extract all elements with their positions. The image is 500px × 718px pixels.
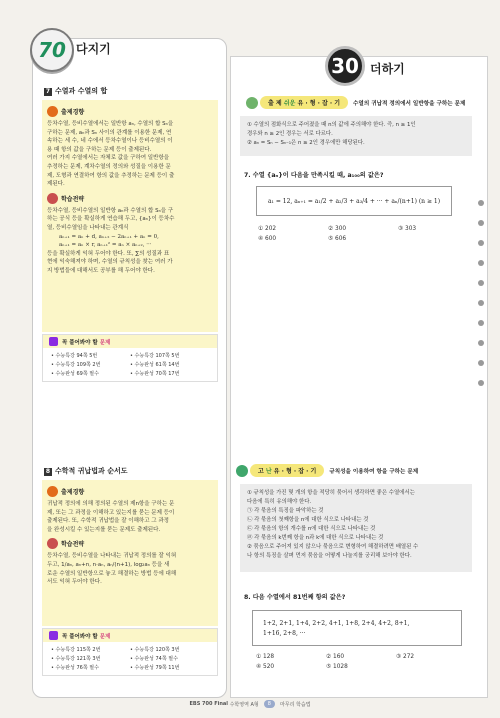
footer xyxy=(0,690,500,718)
choice-4[interactable]: ④ 600 xyxy=(258,236,277,242)
badge-70 xyxy=(30,28,74,72)
choice-2[interactable]: ② 160 xyxy=(326,654,345,660)
sequence-line-2: 1+16, 2+8, ··· xyxy=(263,629,306,637)
left-title: 다지기 xyxy=(76,42,111,56)
footer-brand: EBS 700 Final xyxy=(189,701,228,707)
ref-item: • 수능특강 120쪽 3번 xyxy=(130,647,180,653)
binder-holes xyxy=(478,200,486,520)
type-pill-2: 고 난 유 · 형 · 잡 · 기 xyxy=(250,464,324,477)
type-bar-1 xyxy=(246,96,465,109)
strategy-title-1: 학습전략 xyxy=(61,195,85,203)
ref-item: • 수능완성 74쪽 필수 xyxy=(130,656,178,662)
must-solve-list-2 xyxy=(43,642,217,675)
question-7-choices xyxy=(258,226,458,242)
type-desc-1: 수열의 귀납적 정의에서 일반항을 구하는 문제 xyxy=(353,100,466,107)
section-1-box xyxy=(42,100,218,332)
ref-item: • 수능완성 79쪽 11번 xyxy=(130,665,180,671)
choice-4[interactable]: ④ 520 xyxy=(256,664,275,670)
type-pill-1: 출 제 쉬운 유 · 형 · 잡 · 기 xyxy=(260,96,348,109)
must-solve-heading-2: 꼭 풀어봐야 할 문제 xyxy=(43,629,217,642)
badge-30-number: 30 xyxy=(331,54,359,78)
right-title: 더하기 xyxy=(370,62,405,76)
question-7: 7. 수열 {aₙ}이 다음을 만족시킬 때, a₁₀₀의 값은? xyxy=(244,172,384,179)
formulas-1: aₙ₊₁ = aₙ + d, aₙ₊₂ − 2aₙ₊₁ + aₙ = 0, aₙ₊₁ = aₙ × r, aₙ₊₁² = aₙ × aₙ₊₂, ··· xyxy=(59,233,159,249)
pencil-icon xyxy=(49,631,58,640)
choice-5[interactable]: ⑤ 1028 xyxy=(326,664,348,670)
page-number: 8 xyxy=(264,700,275,708)
question-8: 8. 다음 수열에서 81번째 항의 값은? xyxy=(244,594,346,601)
section-2-heading xyxy=(44,466,128,476)
choice-5[interactable]: ⑤ 606 xyxy=(328,236,347,242)
strategy-text-1b: 등을 확실하게 익혀 두어야 한다. 또, ∑의 성질과 표 현에 익숙해져야 하며, 수열의 규칙성을 찾는 여러 가 지 방법들에 대해서도 공부를 해 두어야 한다. xyxy=(47,250,173,274)
ref-item: • 수능완성 69쪽 필수 xyxy=(51,371,99,377)
strategy-text-2: 등차수열, 등비수열을 나타내는 귀납적 정의를 잘 익혀 두고, 1/aₙ, aₙ+n, n·aₙ, aₙ/(n+1), log₂aₙ 등을 새 로운 수열의 일반항으로 놓고 해결하는 방법 등에 대해 서도 익혀 두어야 한다. xyxy=(47,553,177,586)
question-8-sequence xyxy=(252,610,462,646)
ref-item: • 수능특강 121쪽 3번 xyxy=(51,656,101,662)
type-bar-2 xyxy=(236,464,418,477)
section-2-title: 수학적 귀납법과 순서도 xyxy=(55,467,128,475)
choice-3[interactable]: ③ 272 xyxy=(396,654,415,660)
badge-70-number: 70 xyxy=(38,38,66,62)
pencil-icon xyxy=(49,337,58,346)
strategy-heading-1 xyxy=(47,193,213,204)
trend-text-2: 귀납적 정의에 의해 정의된 수열의 제n항을 구하는 문 제, 또는 그 과정을 이해하고 있는지를 묻는 문제 등이 출제된다. 또, 수학적 귀납법을 잘 이해하고 그 과정 을 완성시킬 수 있는지를 묻는 문제도 출제된다. xyxy=(47,501,175,533)
section-1-title: 수열과 수열의 합 xyxy=(55,87,108,95)
trend-icon xyxy=(47,106,58,117)
ref-item: • 수능특강 109쪽 2번 xyxy=(51,362,101,368)
section-1-heading xyxy=(44,86,107,96)
question-7-formula: a₁ = 12, aₙ₊₁ = a₁/2 + a₂/3 + a₃/4 + ··· + aₙ/(n+1) (n ≥ 1) xyxy=(256,186,452,216)
tips-box-1: ① 수열의 점화식으로 주어졌을 때 n의 값에 주의해야 한다. 즉, n ≥ 1인 경우와 n ≥ 2인 경우는 서로 다르다. ② aₙ = Sₙ − Sₙ₋₁은 n ≥ 2인 경우에만 해당된다. xyxy=(240,116,472,156)
must-solve-box-2 xyxy=(42,628,218,676)
strategy-icon xyxy=(47,193,58,204)
question-8-choices xyxy=(256,654,456,670)
type-desc-2: 규칙성을 이용하여 항을 구하는 문제 xyxy=(329,468,419,475)
choice-3[interactable]: ③ 303 xyxy=(398,226,417,232)
footer-label: 마무리 학습법 xyxy=(279,701,311,708)
trend-title-1: 출제경향 xyxy=(61,109,85,116)
must-solve-list-1 xyxy=(43,348,217,381)
section-2-box xyxy=(42,480,218,626)
trend-heading-1 xyxy=(47,106,213,117)
sequence-line-1: 1+2, 2+1, 1+4, 2+2, 4+1, 1+8, 2+4, 4+2, 8+1, xyxy=(263,619,410,627)
leaf-icon xyxy=(236,465,248,477)
ref-item: • 수능완성 76쪽 필수 xyxy=(51,665,99,671)
badge-30 xyxy=(325,46,365,86)
ref-item: • 수능완성 70쪽 17번 xyxy=(130,371,180,377)
must-solve-heading-1: 꼭 풀어봐야 할 문제 xyxy=(43,335,217,348)
ref-item: • 수능특강 115쪽 2번 xyxy=(51,647,101,653)
strategy-heading-2: 학습전략 xyxy=(47,538,213,549)
ref-item: • 수능특강 107쪽 5번 xyxy=(130,353,180,359)
choice-1[interactable]: ① 202 xyxy=(258,226,277,232)
footer-subject: 수학영역 A형 xyxy=(229,701,259,708)
leaf-icon xyxy=(246,97,258,109)
section-1-number: 7 xyxy=(45,88,51,95)
strategy-icon xyxy=(47,538,58,549)
ref-item: • 수능완성 61쪽 14번 xyxy=(130,362,180,368)
choice-1[interactable]: ① 128 xyxy=(256,654,275,660)
choice-2[interactable]: ② 300 xyxy=(328,226,347,232)
trend-text-1: 등차수열, 등비수열에서는 일반항 aₙ, 수열의 합 Sₙ을 구하는 문제, aₙ과 Sₙ 사이의 관계를 이용한 문제, 연 속하는 세 수, 네 수에서 등차수열이나 등비수열의 이 용 때 항의 값을 구하는 문제 등이 출제된다. 여러 가지 수열에서는 자체로 값을 구하여 일반항을 추정하는 문제, 계차수열의 정의와 성질을 이용한 문 제, 도형과 연결하여 항의 값을 추정하는 문제 등이 출 제된다. xyxy=(47,121,175,188)
tips-box-2: ① 규칙성을 가진 몇 개의 항을 적당히 묶어서 생각하면 좋은 수열에서는 다음에 특히 유의해야 한다. ㉠ 각 묶음의 특징을 파악하는 것 ㉡ 각 묶음의 첫째항을 n에 대한 식으로 나타내는 것 ㉢ 각 묶음의 항의 개수를 n에 대한 식으로 나타내는 것 ㉣ 각 묶음의 k번째 항을 n과 k에 대한 식으로 나타내는 것 ② 묶음으로 주어져 있지 않으나 묶음으로 변형하여 해결하려면 배열된 수 나 항의 특징을 살펴 먼저 묶음을 어떻게 나눌지를 궁리해 보아야 한다. xyxy=(240,484,472,572)
trend-icon xyxy=(47,486,58,497)
section-2-number: 8 xyxy=(45,468,51,475)
trend-heading-2: 출제경향 xyxy=(47,486,213,497)
must-solve-box-1 xyxy=(42,334,218,382)
ref-item: • 수능특강 94쪽 5번 xyxy=(51,353,98,359)
strategy-text-1: 등차수열, 등비수열의 일반항 aₙ과 수열의 합 Sₙ을 구 하는 공식 등을 확실하게 연습해 두고, {aₙ}이 등차수 열, 등비수열임을 나타내는 관계식 xyxy=(47,207,175,231)
